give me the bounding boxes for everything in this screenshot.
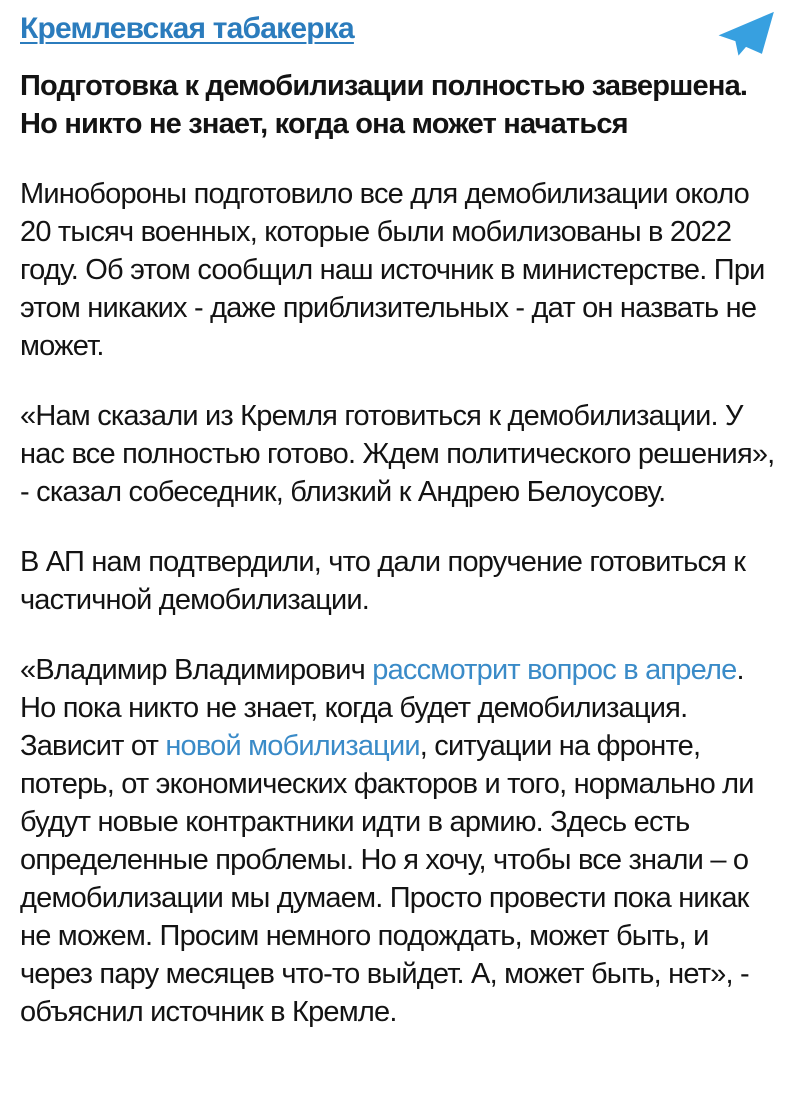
paragraph-4-text-before-link1: «Владимир Владимирович: [20, 654, 373, 686]
post-paragraph-4: [20, 651, 777, 1031]
channel-link[interactable]: Кремлевская табакерка: [20, 12, 354, 45]
post-headline: Подготовка к демобилизации полностью завершена. Но никто не знает, когда она может начаться: [20, 70, 748, 140]
link-april-decision[interactable]: рассмотрит вопрос в апреле: [372, 654, 737, 686]
post-header: [20, 10, 777, 58]
telegram-icon[interactable]: [715, 11, 777, 57]
link-new-mobilization[interactable]: новой мобилизации: [165, 730, 420, 762]
post-paragraph-1: Минобороны подготовило все для демобилизации около 20 тысяч военных, которые были мобилизованы в 2022 году. Об этом сообщил наш источник в министерстве. При этом никаких - даже приблизительных - дат он назвать не может.: [20, 178, 765, 362]
paragraph-4-text-after-link2: , ситуации на фронте, потерь, от экономических факторов и того, нормально ли будут новые контрактники идти в армию. Здесь есть определенные проблемы. Но я хочу, чтобы все знали – о демобилизации мы думаем. Просто провести пока никак не можем. Просим немного подождать, может быть, и через пару месяцев что-то выйдет. А, может быть, нет», - объяснил источник в Кремле.: [20, 730, 754, 1028]
post-paragraph-3: В АП нам подтвердили, что дали поручение готовиться к частичной демобилизации.: [20, 546, 746, 616]
post-paragraph-2: «Нам сказали из Кремля готовиться к демобилизации. У нас все полностью готово. Ждем политического решения», - сказал собеседник, близкий к Андрею Белоусову.: [20, 400, 775, 508]
paragraph-4-text-between-links: . Но пока никто не знает, когда будет демобилизация. Зависит от: [20, 654, 744, 762]
